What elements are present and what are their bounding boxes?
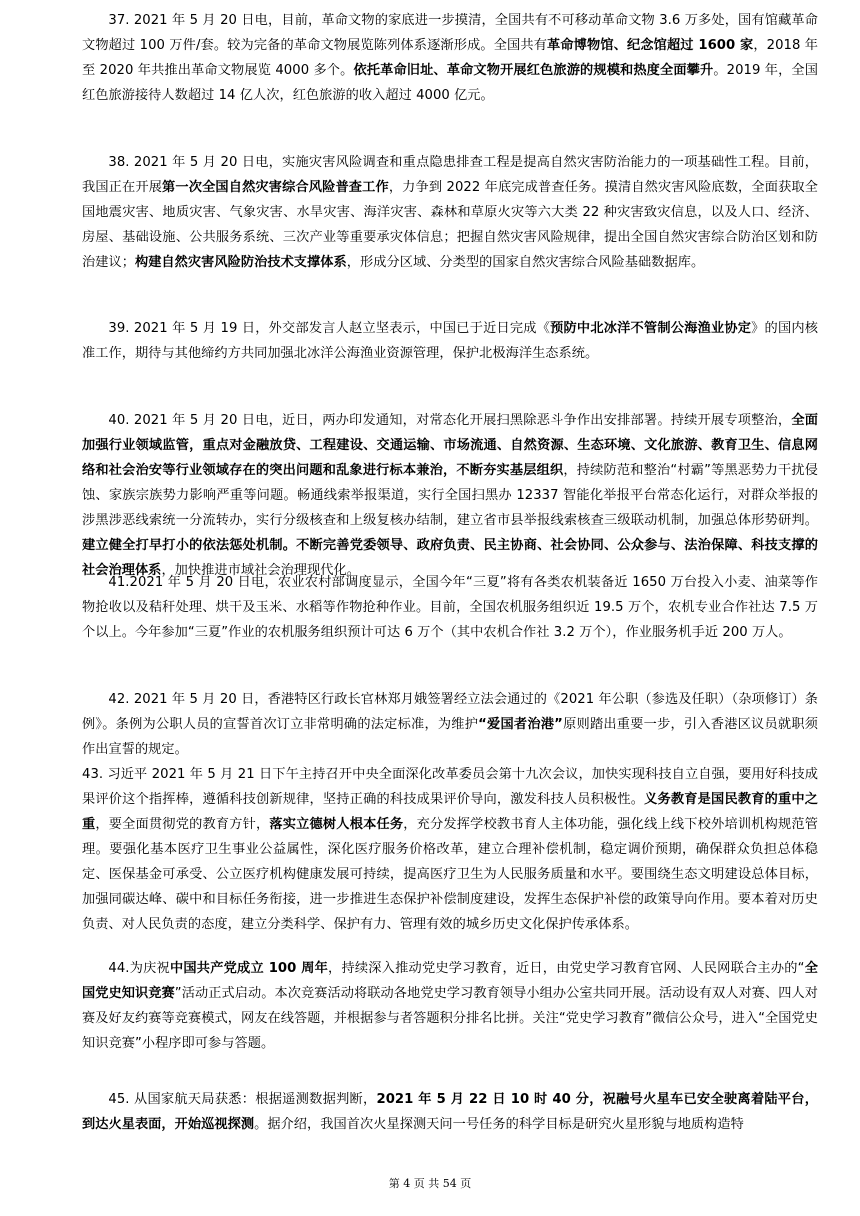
- paragraph-39: [82, 316, 818, 366]
- page-footer: 第 4 页 共 54 页: [388, 1177, 472, 1190]
- bold-text: 落实立德树人根本任务: [269, 817, 404, 832]
- bold-text: 义务教育是国民教育的重中之重: [82, 792, 818, 832]
- bold-text: 预防中北冰洋不管制公海渔业协定: [550, 321, 752, 336]
- paragraph-37: [82, 8, 818, 108]
- text-segment: 。2019 年，全国红色旅游接待人数超过 14 亿人次，红色旅游的收入超过 4000 亿元。: [82, 63, 818, 103]
- paragraph-40: [82, 408, 818, 583]
- paragraph-41: [82, 570, 818, 645]
- bold-text: 构建自然灾害风险防治技术支撑体系: [134, 255, 347, 270]
- bold-text: 革命博物馆、纪念馆超过 1600 家: [547, 38, 754, 53]
- text-segment: 41.2021 年 5 月 20 日电，农业农村部调度显示，全国今年“三夏”将有各类农机装备近 1650 万台投入小麦、油菜等作物抢收以及秸秆处理、烘干及玉米、水稻等作物抢种作业。目前，全国农机服务组织近 19.5 万个，农机专业合作社达 7.5 万个以上。今年参加“三夏”作业的农机服务组织预计可达 6 万个（其中农机合作社 3.2 万个），作业服务机手近 200 万人。: [82, 575, 818, 640]
- bold-text: 全国党史知识竞赛: [82, 961, 818, 1001]
- bold-text: 依托革命旧址、革命文物开展红色旅游的规模和热度全面攀升: [353, 63, 714, 78]
- text-segment: ，充分发挥学校教书育人主体功能，强化线上线下校外培训机构规范管理。要强化基本医疗卫生事业公益属性，深化医疗服务价格改革，建立合理补偿机制，稳定调价预期，确保群众负担总体稳定、医保基金可承受、公立医疗机构健康发展可持续，提高医疗卫生为人民服务质量和水平。要围绕生态文明建设总体目标，加强同碳达峰、碳中和目标任务衔接，进一步推进生态保护补偿制度建设，发挥生态保护补偿的政策导向作用。要本着对历史负责、对人民负责的态度，建立分类科学、保护有力、管理有效的城乡历史文化保护传承体系。: [82, 817, 818, 932]
- text-segment: 37. 2021 年 5 月 20 日电，目前，革命文物的家底进一步摸清，全国共有不可移动革命文物 3.6 万多处，国有馆藏革命文物超过 100 万件/套。较为完备的革命文物展览陈列体系逐渐形成。全国共有: [82, 13, 818, 53]
- text-segment: 45. 从国家航天局获悉：根据遥测数据判断，: [108, 1092, 377, 1107]
- bold-text: 第一次全国自然灾害综合风险普查工作: [162, 180, 389, 195]
- text-segment: ，持续深入推动党史学习教育，近日，由党史学习教育官网、人民网联合主办的“: [328, 961, 805, 976]
- text-segment: ，持续防范和整治“村霸”等黑恶势力干扰侵蚀、家族宗族势力影响严重等问题。畅通线索举报渠道，实行全国扫黑办 12337 智能化举报平台常态化运行，对群众举报的涉黑涉恶线索统一分流转办，实行分级核查和上级复核办结制，建立省市县举报线索核查三级联动机制，加强总体形势研判。: [82, 463, 819, 528]
- text-segment: 40. 2021 年 5 月 20 日电，近日，两办印发通知，对常态化开展扫黑除恶斗争作出安排部署。持续开展专项整治，: [108, 413, 792, 428]
- text-segment: ，形成分区域、分类型的国家自然灾害综合风险基础数据库。: [346, 255, 705, 270]
- bold-text: 建立健全打早打小的依法惩处机制。不断完善党委领导、政府负责、民主协商、社会协同、公众参与、法治保障、科技支撑的社会治理体系: [82, 538, 818, 578]
- text-segment: ”活动正式启动。本次竞赛活动将联动各地党史学习教育领导小组办公室共同开展。活动设有双人对赛、四人对赛及好友约赛等竞赛模式，网友在线答题，并根据参与者答题积分排名比拼。关注“党史学习教育”微信公众号，进入“全国党史知识竞赛”小程序即可参与答题。: [82, 986, 818, 1051]
- paragraph-38: [82, 150, 818, 275]
- bold-text: 全面加强行业领域监管，重点对金融放贷、工程建设、交通运输、市场流通、自然资源、生态环境、文化旅游、教育卫生、信息网络和社会治安等行业领域存在的突出问题和乱象进行标本兼治，不断夯实基层组织: [82, 413, 818, 478]
- text-segment: 43. 习近平 2021 年 5 月 21 日下午主持召开中央全面深化改革委员会第十九次会议，加快实现科技自立自强，要用好科技成果评价这个指挥棒，遵循科技创新规律，坚持正确的科技成果评价导向，激发科技人员积极性。: [82, 767, 818, 807]
- text-segment: 原则踏出重要一步，引入香港区议员就职须作出宣誓的规定。: [82, 717, 818, 757]
- text-segment: ，要全面贯彻党的教育方针，: [95, 817, 270, 832]
- paragraph-45: [82, 1087, 818, 1137]
- text-segment: 》的国内核准工作，期待与其他缔约方共同加强北冰洋公海渔业资源管理，保护北极海洋生态系统。: [82, 321, 819, 361]
- text-segment: ，力争到 2022 年底完成普查任务。摸清自然灾害风险底数，全面获取全国地震灾害、地质灾害、气象灾害、水旱灾害、海洋灾害、森林和草原火灾等六大类 22 种灾害致灾信息，以及人口、经济、房屋、基础设施、公共服务系统、三次产业等重要承灾体信息；把握自然灾害风险规律，提出全国自然灾害综合防治区划和防治建议；: [82, 180, 818, 270]
- bold-text: 2021 年 5 月 22 日 10 时 40 分，祝融号火星车已安全驶离着陆平台，到达火星表面，开始巡视探测: [82, 1092, 818, 1132]
- text-segment: 。据介绍，我国首次火星探测天问一号任务的科学目标是研究火星形貌与地质构造特: [254, 1117, 744, 1132]
- paragraph-43: [82, 762, 818, 937]
- text-segment: 38. 2021 年 5 月 20 日电，实施灾害风险调查和重点隐患排查工程是提高自然灾害防治能力的一项基础性工程。目前，我国正在开展: [82, 155, 818, 195]
- text-segment: ，加快推进市域社会治理现代化。: [161, 563, 360, 578]
- bold-text: 中国共产党成立 100 周年: [169, 961, 329, 976]
- paragraph-44: [82, 956, 818, 1056]
- text-segment: 39. 2021 年 5 月 19 日，外交部发言人赵立坚表示，中国已于近日完成《: [108, 321, 551, 336]
- text-segment: 44.为庆祝: [108, 961, 170, 976]
- bold-text: “爱国者治港”: [478, 717, 563, 732]
- text-segment: ，2018 年至 2020 年共推出革命文物展览 4000 多个。: [82, 38, 818, 78]
- text-segment: 42. 2021 年 5 月 20 日，香港特区行政长官林郑月娥签署经立法会通过的《2021 年公职（参选及任职）（杂项修订）条例》。条例为公职人员的宣誓首次订立非常明确的法定标准，为维护: [82, 692, 818, 732]
- paragraph-42: [82, 687, 818, 762]
